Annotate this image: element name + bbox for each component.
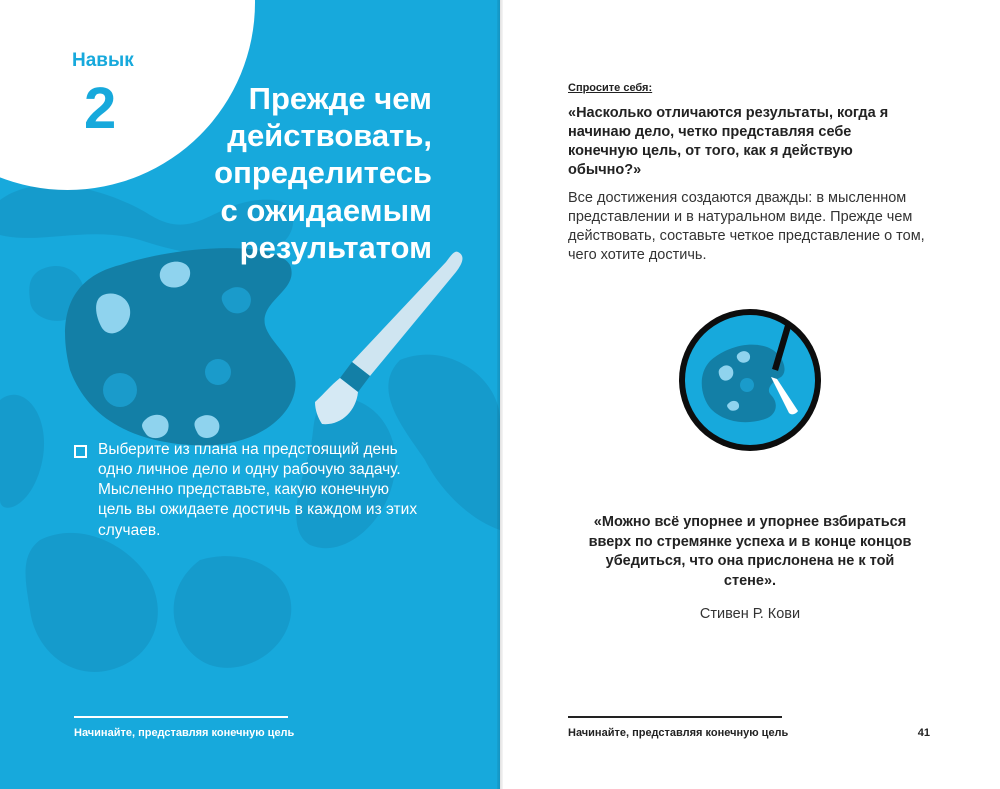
- running-footer: Начинайте, представляя конечную цель: [568, 727, 789, 739]
- body-text: Все достижения создаются дважды: в мысленном представлении и в натуральном виде. Прежде чем действовать, составьте четкое представление о том, чего хотите достичь.: [568, 190, 925, 264]
- title-line: с ожидаемым: [220, 192, 432, 228]
- skill-number: 2: [84, 76, 117, 141]
- title-line: результатом: [239, 229, 432, 265]
- page-title: [142, 80, 432, 266]
- checkbox-icon: [74, 445, 87, 458]
- task-item: [74, 440, 424, 541]
- title-line: Прежде чем: [248, 81, 432, 116]
- footer-divider: [74, 716, 288, 718]
- task-text: Выберите из плана на предстоящий день одно личное дело и одну рабочую задачу. Мысленно представьте, какую конечную цель вы ожидаете достичь в каждом из этих случаев.: [98, 441, 418, 539]
- footer-divider: [568, 716, 782, 718]
- reflection-question: «Насколько отличаются результаты, когда я начинаю дело, четко представляя себе конечную цель, от того, как я действую обычно?»: [568, 105, 889, 179]
- palette-emblem-icon: [677, 307, 823, 453]
- title-line: определитесь: [214, 155, 432, 191]
- quote-author: Стивен Р. Кови: [699, 606, 801, 622]
- quote-text: «Можно всё упорнее и упорнее взбираться вверх по стремянке успеха и в конце концов убедиться, что она прислонена не к той стене».: [588, 514, 912, 589]
- right-page: [500, 0, 1000, 789]
- title-line: действовать,: [227, 118, 432, 154]
- page-number: 41: [917, 727, 930, 739]
- ask-yourself-label: Спросите себя:: [568, 82, 653, 94]
- skill-label: Навык: [72, 50, 134, 71]
- running-footer: Начинайте, представляя конечную цель: [74, 727, 295, 739]
- book-gutter: [497, 0, 503, 789]
